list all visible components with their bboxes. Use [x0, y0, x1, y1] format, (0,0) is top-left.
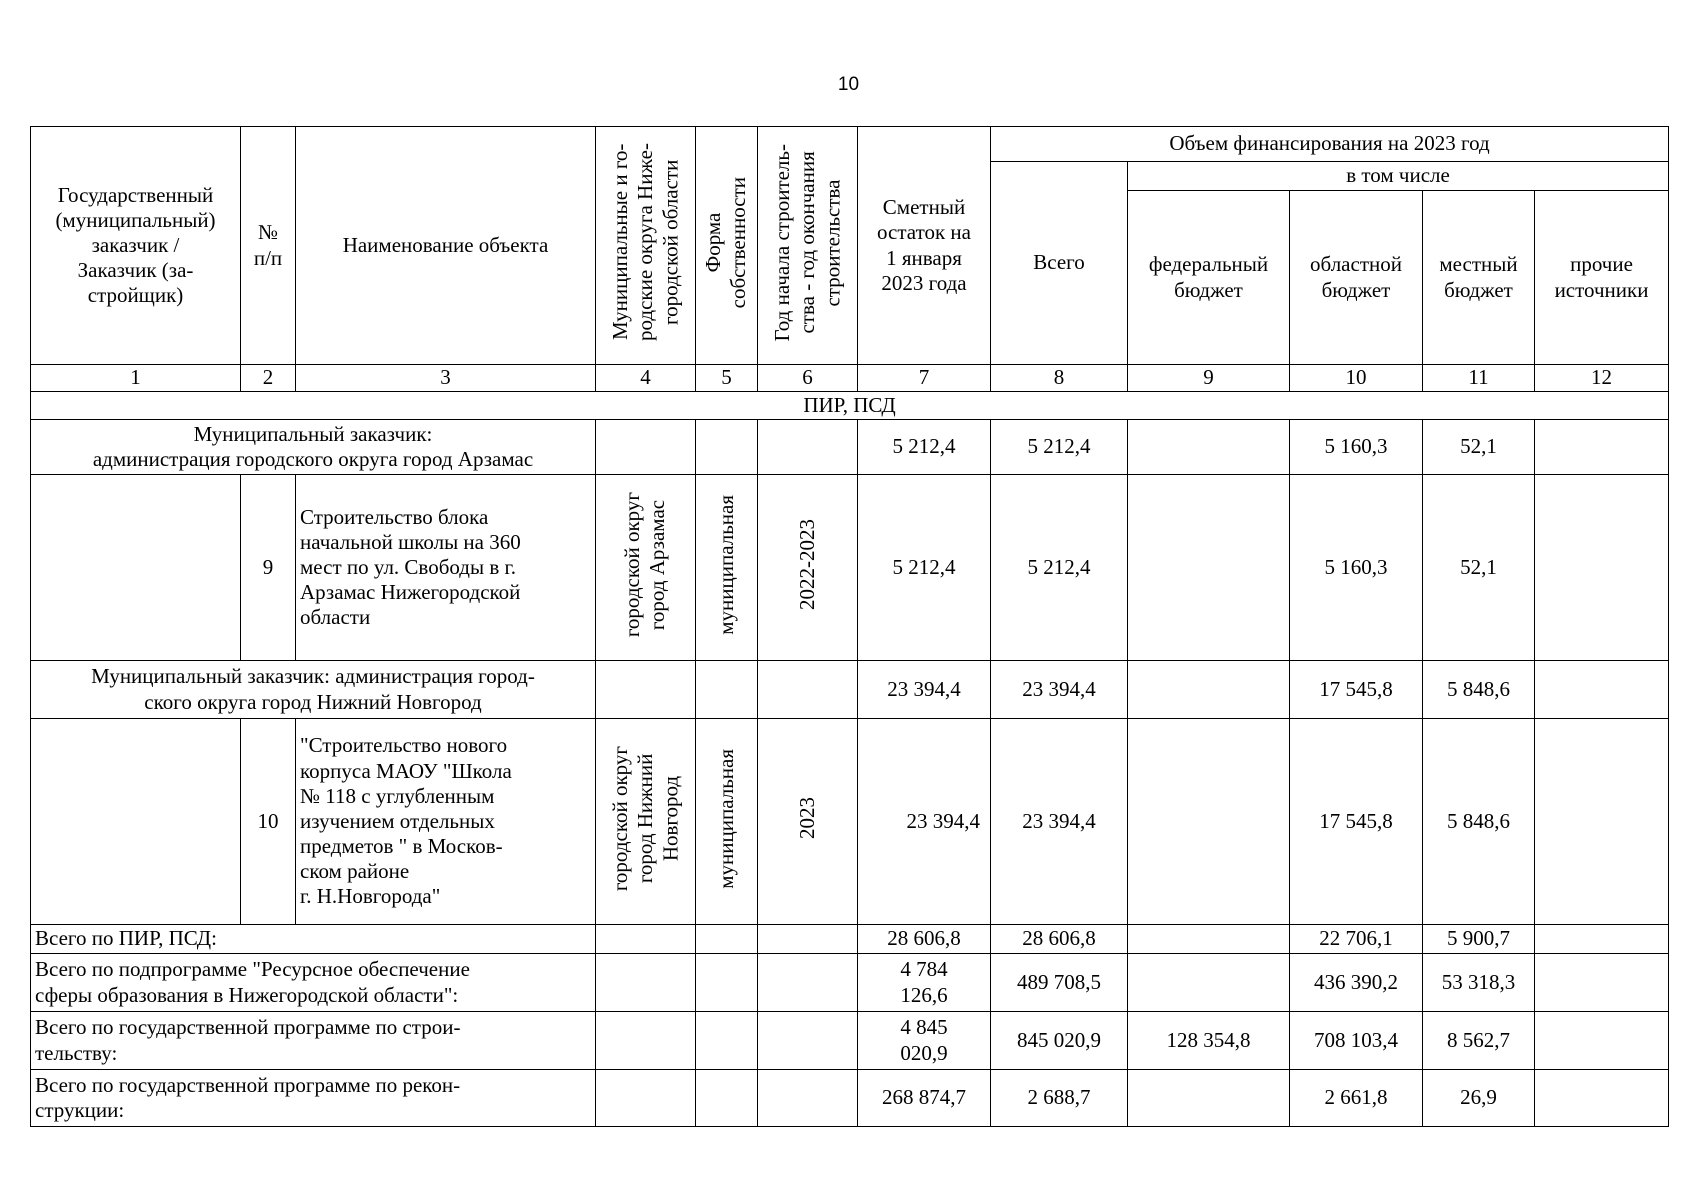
object-years [758, 475, 858, 661]
federal-value [1128, 719, 1290, 925]
federal-value [1128, 1070, 1290, 1127]
page-number: 10 [837, 74, 860, 95]
local-value: 5 848,6 [1423, 719, 1535, 925]
object-district [596, 475, 696, 661]
regional-value: 436 390,2 [1290, 954, 1423, 1012]
total-label: Всего по государственной программе по строи- тельству: [31, 1012, 596, 1070]
estimated-value: 268 874,7 [858, 1070, 991, 1127]
empty-cell [596, 954, 696, 1012]
other-value [1535, 925, 1669, 954]
object-ownership-text: муниципальная [713, 748, 738, 889]
total-value: 845 020,9 [991, 1012, 1128, 1070]
header-construction-years [758, 127, 858, 365]
empty-cell [596, 420, 696, 475]
empty-cell [696, 420, 758, 475]
local-value: 52,1 [1423, 475, 1535, 661]
object-years [758, 719, 858, 925]
empty-cell [758, 661, 858, 719]
empty-cell [696, 1012, 758, 1070]
empty-cell [758, 1012, 858, 1070]
empty-cell [758, 1070, 858, 1127]
empty-cell [696, 661, 758, 719]
header-ownership-form-text: Форма собственности [701, 176, 751, 309]
column-number: 11 [1423, 365, 1535, 392]
object-name: Строительство блока начальной школы на 360 мест по ул. Свободы в г. Арзамас Нижегородской области [296, 475, 596, 661]
other-value [1535, 420, 1669, 475]
total-value: 489 708,5 [991, 954, 1128, 1012]
federal-value [1128, 954, 1290, 1012]
header-estimated-balance: Сметный остаток на 1 января 2023 года [858, 127, 991, 365]
column-number: 5 [696, 365, 758, 392]
table-row [31, 1070, 1669, 1127]
local-value: 5 900,7 [1423, 925, 1535, 954]
object-district-text: городской округ город Нижний Новгород [607, 745, 683, 891]
total-value: 23 394,4 [991, 719, 1128, 925]
regional-value: 2 661,8 [1290, 1070, 1423, 1127]
table-row [31, 661, 1669, 719]
header-ownership-form [696, 127, 758, 365]
header-financing-volume: Объем финансирования на 2023 год [991, 127, 1669, 162]
object-ownership [696, 475, 758, 661]
section-title: ПИР, ПСД [31, 392, 1669, 420]
header-total: Всего [991, 162, 1128, 365]
customer-label: Муниципальный заказчик: администрация городского округа город Арзамас [31, 420, 596, 475]
column-number: 3 [296, 365, 596, 392]
header-federal-budget: федеральный бюджет [1128, 191, 1290, 365]
empty-cell [696, 954, 758, 1012]
regional-value: 5 160,3 [1290, 475, 1423, 661]
empty-cell [758, 420, 858, 475]
other-value [1535, 719, 1669, 925]
object-years-text: 2022-2023 [794, 518, 819, 610]
header-municipal-districts [596, 127, 696, 365]
total-label: Всего по государственной программе по рекон- струкции: [31, 1070, 596, 1127]
financing-table [30, 126, 1669, 1127]
empty-cell [758, 954, 858, 1012]
empty-cell [696, 1070, 758, 1127]
object-district-text: городской округ город Арзамас [620, 491, 670, 637]
other-value [1535, 475, 1669, 661]
table-row [31, 1012, 1669, 1070]
table-row [31, 954, 1669, 1012]
empty-cell [31, 719, 241, 925]
object-ownership-text: муниципальная [713, 494, 738, 635]
header-other-sources: прочие источники [1535, 191, 1669, 365]
total-value: 23 394,4 [991, 661, 1128, 719]
estimated-value: 4 845 020,9 [858, 1012, 991, 1070]
column-number: 4 [596, 365, 696, 392]
empty-cell [31, 475, 241, 661]
other-value [1535, 1070, 1669, 1127]
header-including: в том числе [1128, 162, 1669, 191]
regional-value: 5 160,3 [1290, 420, 1423, 475]
federal-value [1128, 661, 1290, 719]
local-value: 8 562,7 [1423, 1012, 1535, 1070]
estimated-value: 23 394,4 [858, 719, 991, 925]
header-customer: Государственный (муниципальный) заказчик / Заказчик (за- стройщик) [31, 127, 241, 365]
empty-cell [758, 925, 858, 954]
estimated-value: 4 784 126,6 [858, 954, 991, 1012]
regional-value: 708 103,4 [1290, 1012, 1423, 1070]
regional-value: 22 706,1 [1290, 925, 1423, 954]
total-value: 5 212,4 [991, 420, 1128, 475]
federal-value: 128 354,8 [1128, 1012, 1290, 1070]
table-row [31, 719, 1669, 925]
estimated-value: 23 394,4 [858, 661, 991, 719]
total-label: Всего по ПИР, ПСД: [31, 925, 596, 954]
total-value: 2 688,7 [991, 1070, 1128, 1127]
empty-cell [596, 925, 696, 954]
customer-label: Муниципальный заказчик: администрация город- ского округа город Нижний Новгород [31, 661, 596, 719]
table-row [31, 925, 1669, 954]
header-local-budget: местный бюджет [1423, 191, 1535, 365]
local-value: 5 848,6 [1423, 661, 1535, 719]
federal-value [1128, 475, 1290, 661]
object-number: 10 [241, 719, 296, 925]
local-value: 53 318,3 [1423, 954, 1535, 1012]
empty-cell [596, 661, 696, 719]
other-value [1535, 661, 1669, 719]
total-value: 28 606,8 [991, 925, 1128, 954]
table-row [31, 420, 1669, 475]
column-number: 2 [241, 365, 296, 392]
header-municipal-districts-text: Муниципальные и го- родские округа Ниже- городской области [607, 143, 683, 342]
federal-value [1128, 925, 1290, 954]
header-object-name: Наименование объекта [296, 127, 596, 365]
header-regional-budget: областной бюджет [1290, 191, 1423, 365]
estimated-value: 28 606,8 [858, 925, 991, 954]
column-number: 8 [991, 365, 1128, 392]
column-numbers-row [31, 365, 1669, 392]
estimated-value: 5 212,4 [858, 475, 991, 661]
header-construction-years-text: Год начала строитель- ства - год окончания строительства [769, 143, 845, 342]
other-value [1535, 1012, 1669, 1070]
column-number: 9 [1128, 365, 1290, 392]
column-number: 1 [31, 365, 241, 392]
column-number: 10 [1290, 365, 1423, 392]
total-label: Всего по подпрограмме "Ресурсное обеспечение сферы образования в Нижегородской области": [31, 954, 596, 1012]
local-value: 52,1 [1423, 420, 1535, 475]
object-name: "Строительство нового корпуса МАОУ "Школа № 118 с углубленным изучением отдельных предметов " в Москов- ском районе г. Н.Новгорода" [296, 719, 596, 925]
object-ownership [696, 719, 758, 925]
estimated-value: 5 212,4 [858, 420, 991, 475]
empty-cell [596, 1012, 696, 1070]
empty-cell [596, 1070, 696, 1127]
column-number: 12 [1535, 365, 1669, 392]
object-number: 9 [241, 475, 296, 661]
regional-value: 17 545,8 [1290, 719, 1423, 925]
local-value: 26,9 [1423, 1070, 1535, 1127]
federal-value [1128, 420, 1290, 475]
empty-cell [696, 925, 758, 954]
total-value: 5 212,4 [991, 475, 1128, 661]
other-value [1535, 954, 1669, 1012]
regional-value: 17 545,8 [1290, 661, 1423, 719]
table-row [31, 475, 1669, 661]
column-number: 7 [858, 365, 991, 392]
column-number: 6 [758, 365, 858, 392]
object-years-text: 2023 [794, 797, 819, 840]
object-district [596, 719, 696, 925]
header-number: № п/п [241, 127, 296, 365]
